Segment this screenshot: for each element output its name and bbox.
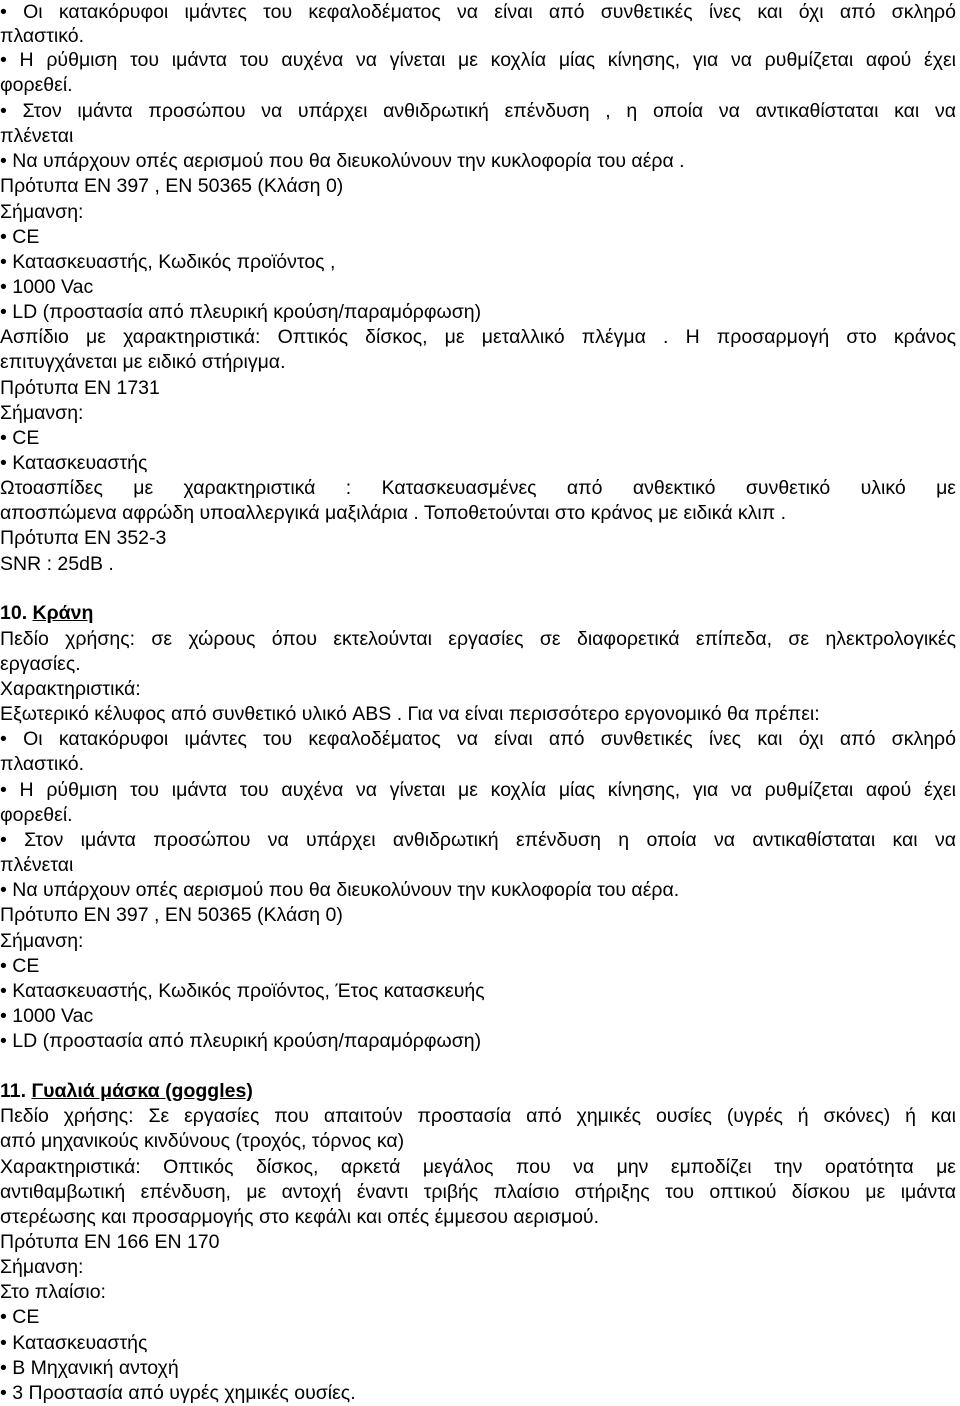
text-line: Χαρακτηριστικά:	[0, 678, 141, 700]
section-number: 11.	[0, 1080, 32, 1102]
section-title: Γυαλιά μάσκα (goggles)	[31, 1080, 253, 1102]
list-item: • CE	[0, 427, 40, 449]
text-line: φορεθεί.	[0, 804, 73, 826]
list-item: • B Μηχανική αντοχή	[0, 1357, 179, 1379]
list-item: • 1000 Vac	[0, 1005, 94, 1027]
text-line: • Η ρύθμιση του ιμάντα του αυχένα να γίνεται με κοχλία μίας κίνησης, για να ρυθμίζεται αφού έχει	[0, 49, 956, 71]
section-title: Κράνη	[32, 602, 94, 624]
list-item: • Κατασκευαστής, Κωδικός προϊόντος ,	[0, 251, 336, 273]
text-line: αποσπώμενα αφρώδη υποαλλεργικά μαξιλάρια . Τοποθετούνται στο κράνος με ειδικά κλιπ .	[0, 502, 787, 524]
text-line: • Στον ιμάντα προσώπου να υπάρχει ανθιδρωτική επένδυση η οποία να αντικαθίσταται και να	[0, 829, 956, 851]
text-line: πλένεται	[0, 125, 74, 147]
list-item: • CE	[0, 1306, 40, 1328]
text-line: Ασπίδιο με χαρακτηριστικά: Οπτικός δίσκος, με μεταλλικό πλέγμα . Η προσαρμογή στο κράνος	[0, 326, 956, 348]
list-item: • CE	[0, 955, 40, 977]
text-line: • Να υπάρχουν οπές αερισμού που θα διευκολύνουν την κυκλοφορία του αέρα .	[0, 150, 685, 172]
marking-label: Σήμανση:	[0, 402, 84, 424]
text-line: φορεθεί.	[0, 74, 73, 96]
text-line: • Η ρύθμιση του ιμάντα του αυχένα να γίνεται με κοχλία μίας κίνησης, για να ρυθμίζεται αφού έχει	[0, 779, 956, 801]
text-line: Χαρακτηριστικά: Οπτικός δίσκος, αρκετά μεγάλος που να μην εμποδίζει την ορατότητα με	[0, 1156, 956, 1178]
section-number: 10.	[0, 602, 33, 624]
text-line: Πεδίο χρήσης: Σε εργασίες που απαιτούν προστασία από χημικές ουσίες (υγρές ή σκόνες) ή και	[0, 1105, 956, 1127]
standard-line: Πρότυπο ΕΝ 397 , ΕΝ 50365 (Κλάση 0)	[0, 904, 343, 926]
standard-line: Πρότυπα ΕΝ 352-3	[0, 527, 167, 549]
text-line: εργασίες.	[0, 653, 81, 675]
list-item: • LD (προστασία από πλευρική κρούση/παραμόρφωση)	[0, 301, 482, 323]
text-line: στερέωσης και προσαρμογής στο κεφάλι και οπές έμμεσου αερισμού.	[0, 1206, 600, 1228]
text-line: Εξωτερικό κέλυφος από συνθετικό υλικό ABS . Για να είναι περισσότερο εργονομικό θα πρέπει:	[0, 703, 820, 725]
text-line: Ωτοασπίδες με χαρακτηριστικά : Κατασκευασμένες από ανθεκτικό συνθετικό υλικό με	[0, 477, 956, 499]
text-line: πλαστικό.	[0, 753, 85, 775]
text-line: επιτυγχάνεται με ειδικό στήριγμα.	[0, 351, 286, 373]
standard-line: Πρότυπα ΕΝ 397 , ΕΝ 50365 (Κλάση 0)	[0, 175, 344, 197]
list-item: • LD (προστασία από πλευρική κρούση/παραμόρφωση)	[0, 1030, 482, 1052]
text-line: Στο πλαίσιο:	[0, 1281, 106, 1303]
marking-label: Σήμανση:	[0, 930, 84, 952]
list-item: • Κατασκευαστής, Κωδικός προϊόντος, Έτος κατασκευής	[0, 980, 485, 1002]
text-line: • Οι κατακόρυφοι ιμάντες του κεφαλοδέματος να είναι από συνθετικές ίνες και όχι από σκληρό	[0, 728, 956, 750]
list-item: • 1000 Vac	[0, 276, 94, 298]
text-line: • Οι κατακόρυφοι ιμάντες του κεφαλοδέματος να είναι από συνθετικές ίνες και όχι από σκληρό	[0, 1, 956, 23]
marking-label: Σήμανση:	[0, 1256, 84, 1278]
list-item: • 3 Προστασία από υγρές χημικές ουσίες.	[0, 1382, 356, 1404]
text-line: πλένεται	[0, 854, 74, 876]
section-heading-goggles	[0, 1079, 253, 1104]
standard-line: Πρότυπα ΕΝ 1731	[0, 377, 160, 399]
list-item: • Κατασκευαστής	[0, 1332, 148, 1354]
standard-line: Πρότυπα ΕΝ 166 ΕΝ 170	[0, 1231, 220, 1253]
list-item: • CE	[0, 226, 40, 248]
text-line: από μηχανικούς κινδύνους (τροχός, τόρνος κα)	[0, 1130, 405, 1152]
text-line: SNR : 25dB .	[0, 553, 114, 575]
text-line: πλαστικό.	[0, 25, 85, 47]
list-item: • Κατασκευαστής	[0, 452, 148, 474]
text-line: αντιθαμβωτική επένδυση, με αντοχή έναντι τριβής πλαίσιο στήριξης του οπτικού δίσκου με ιμάντα	[0, 1181, 956, 1203]
marking-label: Σήμανση:	[0, 201, 84, 223]
text-line: Πεδίο χρήσης: σε χώρους όπου εκτελούνται εργασίες σε διαφορετικά επίπεδα, σε ηλεκτρολογικές	[0, 628, 956, 650]
section-heading-helmets	[0, 601, 93, 626]
text-line: • Να υπάρχουν οπές αερισμού που θα διευκολύνουν την κυκλοφορία του αέρα.	[0, 879, 680, 901]
text-line: • Στον ιμάντα προσώπου να υπάρχει ανθιδρωτική επένδυση , η οποία να αντικαθίσταται και να	[0, 100, 956, 122]
